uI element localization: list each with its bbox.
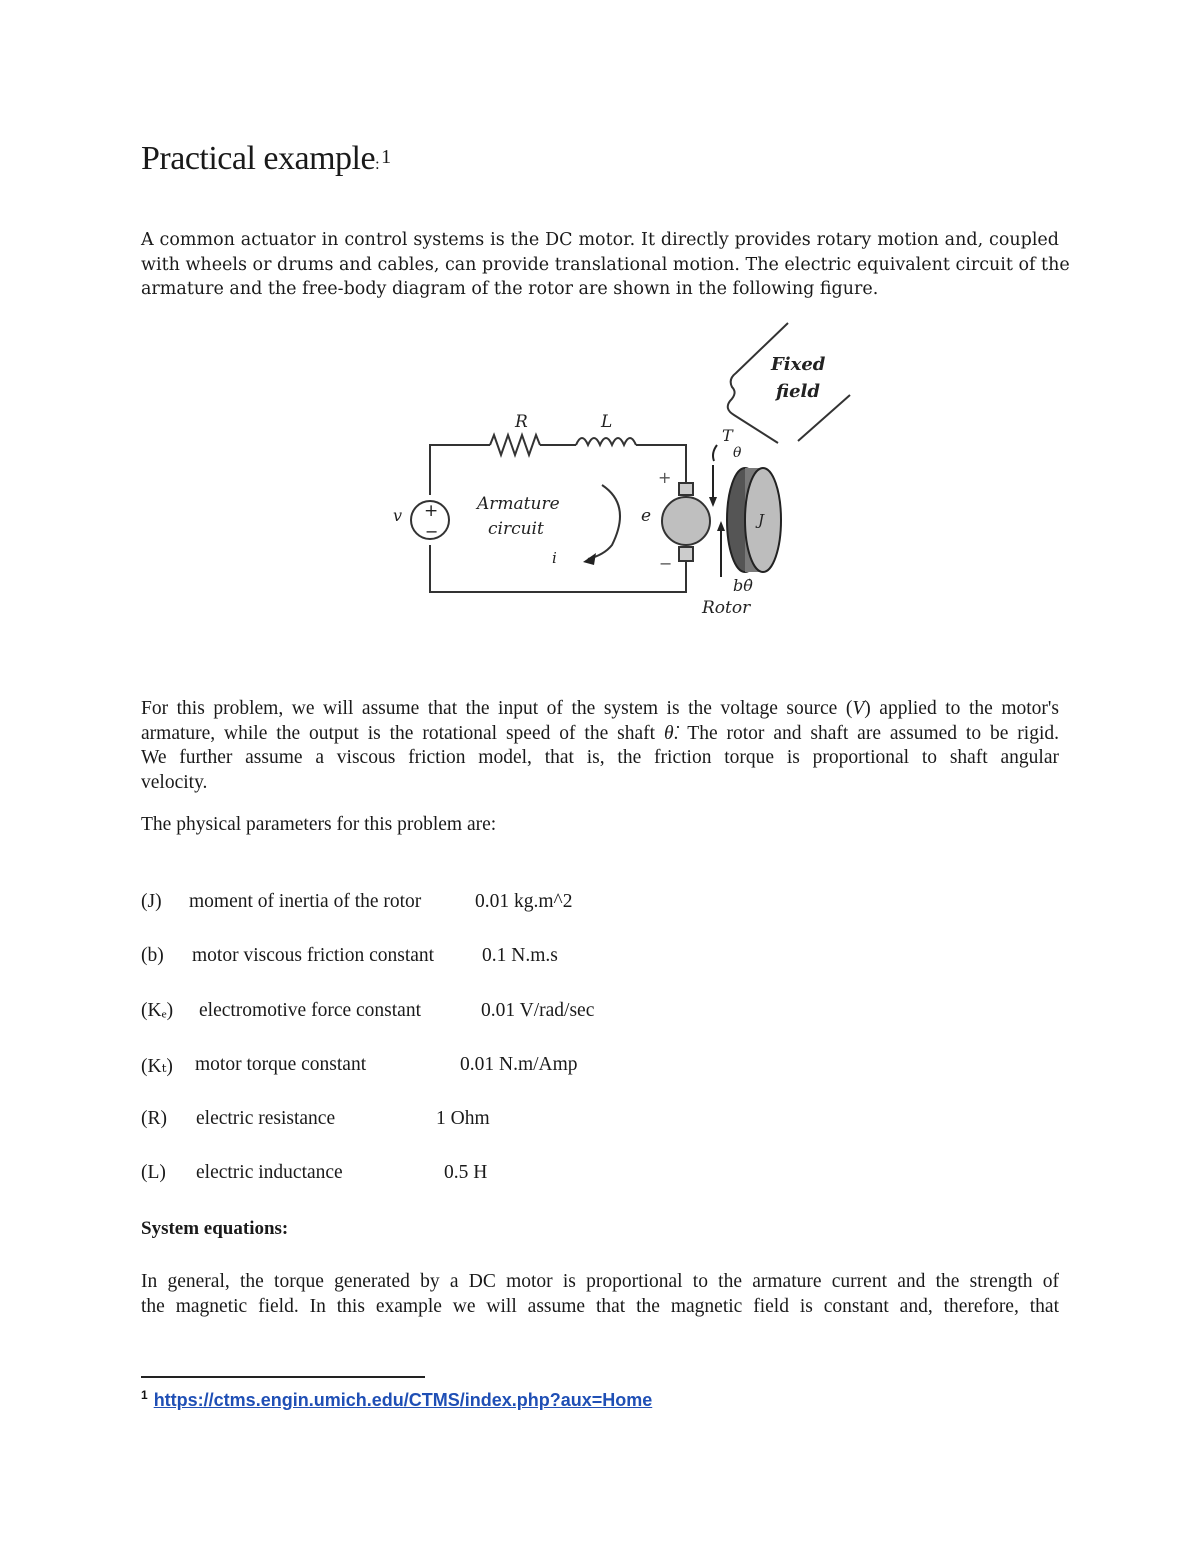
- footnote-mark: 1: [141, 1388, 148, 1402]
- parameter-name: motor torque constant: [195, 1054, 367, 1075]
- circuit-left-wire: [430, 445, 490, 495]
- torque-label: T: [722, 426, 733, 445]
- source-plus-sign: +: [424, 501, 439, 521]
- motor-minus-sign: −: [659, 554, 673, 573]
- current-label: i: [552, 549, 557, 567]
- footnote: [141, 1388, 652, 1411]
- parameter-symbol: (Kₜ): [141, 1056, 173, 1077]
- current-arrow: [588, 485, 620, 559]
- parameter-name: electric inductance: [196, 1162, 343, 1183]
- parameter-value: 0.1 N.m.s: [482, 945, 558, 966]
- back-emf-label: e: [641, 506, 652, 526]
- parameter-symbol: (R): [141, 1108, 167, 1129]
- parameter-value: 0.5 H: [444, 1162, 488, 1183]
- assumptions-line: velocity.: [141, 771, 208, 793]
- section-heading: System equations:: [141, 1218, 289, 1239]
- parameter-symbol: (b): [141, 945, 164, 966]
- parameter-name: electric resistance: [196, 1108, 336, 1129]
- fixed-field-label-2: field: [776, 381, 820, 402]
- equations-paragraph: [141, 1270, 1059, 1319]
- intro-line: armature and the free-body diagram of the rotor are shown in the following figure.: [141, 279, 879, 299]
- assumptions-line: armature, while the output is the rotational speed of the shaft θ̇. The rotor and shaft are assumed to be rigid.: [141, 722, 1059, 744]
- motor-body: [662, 497, 710, 545]
- parameter-value: 0.01 V/rad/sec: [481, 1000, 595, 1021]
- footnote-link[interactable]: https://ctms.engin.umich.edu/CTMS/index.php?aux=Home: [153, 1390, 653, 1410]
- inductor-label: L: [601, 412, 613, 432]
- source-minus-sign: −: [425, 522, 439, 541]
- intro-line: with wheels or drums and cables, can provide translational motion. The electric equivalent circuit of the: [141, 254, 1070, 275]
- parameter-value: 0.01 kg.m^2: [475, 891, 573, 912]
- resistor-symbol: [490, 435, 540, 455]
- rotor-label: Rotor: [702, 598, 751, 618]
- assumptions-line: We further assume a viscous friction model, that is, the friction torque is proportional to shaft angular: [141, 747, 1059, 768]
- inductor-symbol: [576, 438, 636, 445]
- theta-label: θ: [733, 445, 742, 461]
- intro-line: A common actuator in control systems is the DC motor. It directly provides rotary motion and, coupled: [141, 230, 1059, 250]
- inertia-label: J: [758, 511, 765, 529]
- parameters-intro: The physical parameters for this problem are:: [141, 814, 497, 835]
- parameter-symbol: (J): [141, 891, 162, 912]
- friction-label: bθ̇: [733, 576, 753, 595]
- parameter-name: electromotive force constant: [199, 1000, 421, 1021]
- assumptions-paragraph: [141, 697, 1059, 795]
- title-colon: :: [375, 156, 380, 173]
- parameter-value: 1 Ohm: [436, 1108, 490, 1129]
- motor-plus-sign: +: [658, 468, 672, 487]
- dc-motor-diagram: [380, 315, 860, 625]
- voltage-label: v: [393, 506, 403, 525]
- equations-line: In general, the torque generated by a DC motor is proportional to the armature current and the strength of: [141, 1271, 1059, 1292]
- equations-line: the magnetic field. In this example we will assume that the magnetic field is constant and, therefore, that: [141, 1295, 1059, 1317]
- armature-label-line-2: circuit: [488, 519, 544, 539]
- intro-paragraph: [141, 228, 1070, 302]
- footnote-separator: [141, 1376, 425, 1378]
- parameter-symbol: (L): [141, 1162, 166, 1183]
- armature-label-line-1: Armature: [477, 494, 560, 514]
- assumptions-line: For this problem, we will assume that the input of the system is the voltage source (V) applied to the motor's: [141, 698, 1060, 719]
- parameter-symbol: (Kₑ): [141, 1000, 174, 1021]
- parameter-name: motor viscous friction constant: [192, 945, 435, 966]
- page-title: [141, 140, 391, 178]
- circuit-bottom-wire: [430, 545, 686, 592]
- title-text: Practical example: [141, 140, 376, 177]
- resistor-label: R: [515, 412, 528, 432]
- parameter-name: moment of inertia of the rotor: [189, 891, 422, 912]
- fixed-field-label-1: Fixed: [771, 354, 826, 375]
- parameter-value: 0.01 N.m/Amp: [460, 1054, 578, 1075]
- footnote-reference[interactable]: 1: [381, 146, 391, 168]
